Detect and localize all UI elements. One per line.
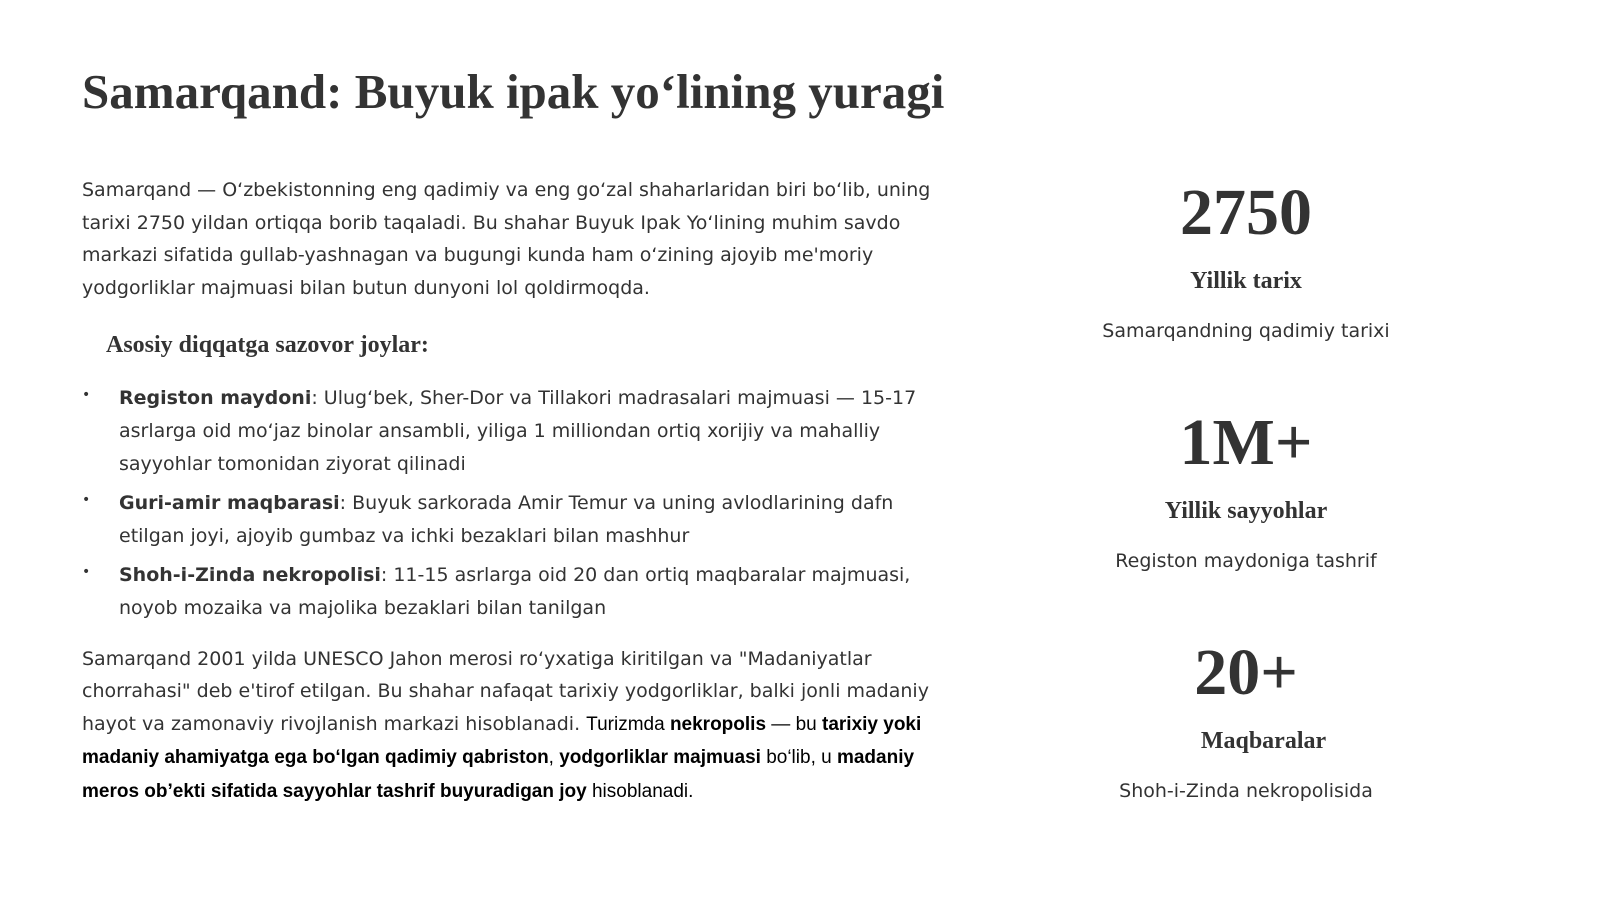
stat-label: Yillik tarix [1190, 268, 1302, 294]
list-item [82, 559, 932, 624]
place-name: Registon maydoni [119, 387, 312, 410]
bullet-icon: • [82, 492, 91, 509]
definition-part: bo‘lib, u [760, 747, 837, 769]
stats-panel [1046, 175, 1446, 865]
place-description: : Buyuk sarkorada Amir Temur va uning avlodlarining dafn etilgan joyi, ajoyib gumbaz va ichki bezaklari bilan mashhur [119, 492, 894, 547]
place-name: Guri-amir maqbarasi [119, 492, 340, 515]
stat-number: 2750 [1180, 176, 1312, 249]
list-item [82, 487, 932, 552]
stat-label: Maqbaralar [1200, 728, 1327, 754]
stat-tourists [1046, 405, 1446, 635]
places-list [82, 382, 932, 624]
stat-history [1046, 175, 1446, 405]
section-heading [106, 330, 932, 360]
stat-description: Samarqandning qadimiy tarixi [1102, 320, 1390, 342]
bullet-icon: • [82, 387, 91, 404]
stat-description: Registon maydoniga tashrif [1115, 550, 1377, 572]
section-heading-colon: : [420, 332, 429, 359]
bullet-icon: • [82, 564, 91, 581]
closing-paragraph [82, 643, 932, 809]
definition-emphasis: yodgorliklar majmuasi [559, 747, 761, 769]
definition-part: Turizmda [586, 713, 670, 735]
closing-text: Samarqand 2001 yilda UNESCO Jahon merosi ro‘yxatiga kiritilgan va "Madaniyatlar chorrahasi" deb e'tirof etilgan. Bu shahar nafaqat tarixiy yodgorliklar, balki jonli madaniy hayot va zamonaviy rivojlanish markazi hisoblanadi. [82, 647, 929, 735]
stat-description: Shoh-i-Zinda nekropolisida [1119, 780, 1373, 802]
stat-number: 20+ [1194, 636, 1298, 709]
stat-mausoleums [1046, 635, 1446, 865]
definition-part: — bu [766, 713, 822, 735]
stat-number: 1M+ [1179, 406, 1313, 479]
place-description: : Ulug‘bek, Sher-Dor va Tillakori madrasalari majmuasi — 15-17 asrlarga oid mo‘jaz binolar ansambli, yiliga 1 milliondan ortiq xorijiy va mahalliy sayyohlar tomonidan ziyorat qilinadi [119, 387, 917, 475]
stat-label: Yillik sayyohlar [1164, 498, 1328, 524]
definition-part: , [548, 747, 560, 769]
list-item [82, 382, 932, 480]
definition-emphasis: madaniy meros ob’ekti sifatida sayyohlar tashrif buyuradigan joy [82, 747, 915, 802]
place-description: : 11-15 asrlarga oid 20 dan ortiq maqbaralar majmuasi, noyob mozaika va majolika bezaklari bilan tanilgan [119, 564, 911, 619]
definition-emphasis: tarixiy yoki madaniy ahamiyatga ega bo‘lgan qadimiy qabriston [82, 713, 922, 769]
definition-part: hisoblanadi. [586, 780, 694, 802]
intro-paragraph: Samarqand — O‘zbekistonning eng qadimiy va eng go‘zal shaharlaridan biri bo‘lib, uning tarixi 2750 yildan ortiqqa borib taqaladi. Bu shahar Buyuk Ipak Yo‘lining muhim savdo markazi sifatida gullab-yashnagan va bugungi kunda ham o‘zining ajoyib me'moriy yodgorliklar majmuasi bilan butun dunyoni lol qoldirmoqda. [82, 179, 931, 299]
section-heading-text: Asosiy diqqatga sazovor joylar [106, 332, 421, 359]
main-content [82, 174, 932, 809]
page-title: Samarqand: Buyuk ipak yo‘lining yuragi [82, 64, 945, 119]
place-name: Shoh-i-Zinda nekropolisi [119, 564, 381, 587]
definition-term: nekropolis [669, 713, 767, 735]
